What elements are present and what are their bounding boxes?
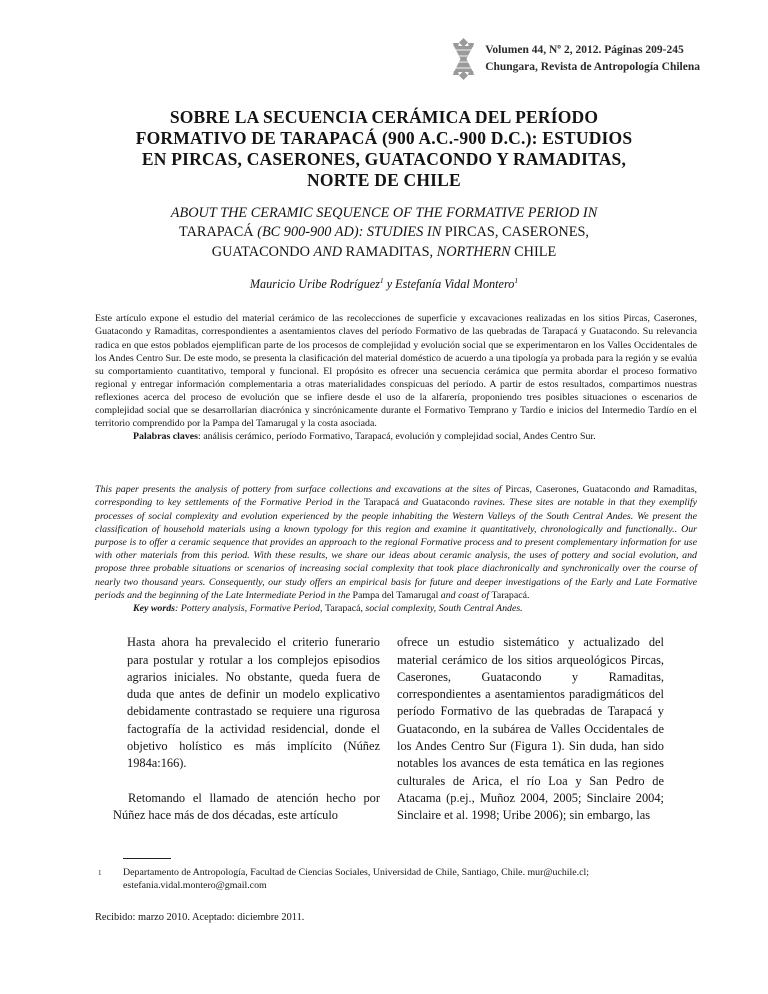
- abstract-spanish-text: Este artículo expone el estudio del material cerámico de las recolecciones de superficie y excavaciones realizadas en los sitios Pircas, Caserones, Guatacondo y Ramaditas, correspondientes a asentamientos claves del período Formativo de las quebradas de Tarapacá y Guatacondo. Su relevancia radica en que estos poblados ejemplifican parte de los procesos de complejidad y evolución social que se experimentaron en los Valles Occidentales de los Andes Centro Sur. De este modo, se presenta la clasificación del material doméstico de acuerdo a una tipología ya probada para la región y se evalúa su comportamiento cuantitativo, temporal y funcional. El propósito es ofrecer una secuencia cerámica que permita abordar el proceso formativo regional y entregar información complementaria a otras materialidades conspicuas del período. A partir de estos resultados, compartimos nuestras reflexiones acerca del proceso de evolución que se infiere desde el uso de la alfarería, proponiendo tres posibles situaciones o escenarios de complejidad social que se desarrollarían diacrónica y sincrónicamente durante el Formativo Temprano y Tardío e inicios del Intermedio Tardío en el territorio comprendido por la Pampa del Tamarugal y la costa asociada.: [95, 313, 697, 430]
- abstract-spanish: [95, 312, 697, 443]
- keywords-spanish-label: Palabras claves: [133, 431, 199, 443]
- journal-volume-line: Volumen 44, Nº 2, 2012. Páginas 209-245: [485, 43, 684, 56]
- abstract-english-text: This paper presents the analysis of pottery from surface collections and excavations at the sites of Pircas, Caserones, Guatacondo and Ramaditas, corresponding to key settlements of the Formative Period in the Tarapacá and Guatacondo ravines. These sites are notable in that they exemplify processes of social complexity and evolution experienced by the people inhabiting the Western Valleys of the South Central Andes. We present the classification of household materials using a known typology for this region and examine it quantitatively, chronologically and functionally.. Our purpose is to offer a ceramic sequence that provides an approach to the regional Formative process and to present complementary information for use with other materials from this period. With these results, we share our ideas about ceramic analysis, the uses of pottery and social evolution, and propose three probable situations or scenarios of increasing social complexity that took place diachronically and synchronically over the course of nearly two thousand years. Consequently, our study offers an empirical basis for future and deeper investigations of the Early and Late Formative periods and the beginning of the Late Intermediate Period in the Pampa del Tamarugal and coast of Tarapacá.: [95, 484, 698, 601]
- title-es-line: SOBRE LA SECUENCIA CERÁMICA DEL PERÍODO: [169, 107, 599, 127]
- received-accepted-line: Recibido: marzo 2010. Aceptado: diciembre 2011.: [95, 912, 305, 924]
- body-columns: [113, 634, 664, 824]
- body-paragraph: ofrece un estudio sistemático y actualizado del material cerámico de los sitios arqueológicos Pircas, Caserones, Guatacondo y Ramaditas, correspondientes a asentamientos paradigmáticos del período Formativo de las quebradas de Tarapacá y Guatacondo, en la subárea de Valles Occidentales de los Andes Centro Sur (Figura 1). Sin duda, han sido notables los avances de esta temática en las regiones culturales de Arica, el río Loa y San Pedro de Atacama (p.ej., Muñoz 2004, 2005; Sinclaire 2004; Sinclaire et al. 1998; Uribe 2006); sin embargo, las: [397, 635, 664, 823]
- footnote-separator: [123, 858, 171, 859]
- footnote-marker: 1: [98, 868, 102, 877]
- body-column-left: [113, 634, 380, 824]
- footnote-text: Departamento de Antropología, Facultad de Ciencias Sociales, Universidad de Chile, Santiago, Chile. mur@uchile.cl; estefania.vidal.montero@gmail.com: [123, 866, 589, 892]
- abstract-english: [95, 483, 697, 615]
- title-en-line: ABOUT THE CERAMIC SEQUENCE OF THE FORMATIVE PERIOD IN: [170, 205, 598, 221]
- title-en-line: TARAPACÁ (BC 900-900 AD): STUDIES IN PIRCAS, CASERONES,: [179, 224, 589, 241]
- title-es-line: FORMATIVO DE TARAPACÁ (900 A.C.-900 D.C.): ESTUDIOS: [135, 128, 633, 148]
- body-paragraph: Retomando el llamado de atención hecho por Núñez hace más de dos décadas, este artículo: [113, 790, 380, 822]
- footnote: [98, 866, 698, 894]
- journal-info: [485, 42, 700, 77]
- article-title-spanish: [0, 107, 768, 191]
- article-title-english: [0, 204, 768, 262]
- keywords-spanish-text: : análisis cerámico, período Formativo, Tarapacá, evolución y complejidad social, Andes Centro Sur.: [198, 431, 596, 443]
- title-es-line: EN PIRCAS, CASERONES, GUATACONDO Y RAMADITAS,: [141, 149, 627, 169]
- keywords-english: Key words: Pottery analysis, Formative Period, Tarapacá, social complexity, South Central Andes.: [133, 603, 523, 615]
- journal-logo-icon: [450, 38, 477, 80]
- block-quote-paragraph: Hasta ahora ha prevalecido el criterio funerario para postular y rotular a los complejos episodios agrarios iniciales. No obstante, queda fuera de duda que antes de definir un modelo explicativo debidamente contrastado se requiere una rigurosa factografía de la actividad residencial, donde el objetivo holístico es más implícito (Núñez 1984a:166).: [127, 635, 380, 771]
- title-es-line: NORTE DE CHILE: [307, 170, 461, 190]
- body-column-right: [397, 634, 664, 824]
- title-en-line: GUATACONDO AND RAMADITAS, NORTHERN CHILE: [211, 243, 557, 260]
- keywords-spanish: [95, 430, 697, 443]
- authors-line: Mauricio Uribe Rodríguez$^1$ y Estefanía Vidal Montero$^1$: [249, 276, 519, 292]
- journal-header: [0, 0, 768, 80]
- journal-name-line: Chungara, Revista de Antropología Chilena: [485, 61, 700, 73]
